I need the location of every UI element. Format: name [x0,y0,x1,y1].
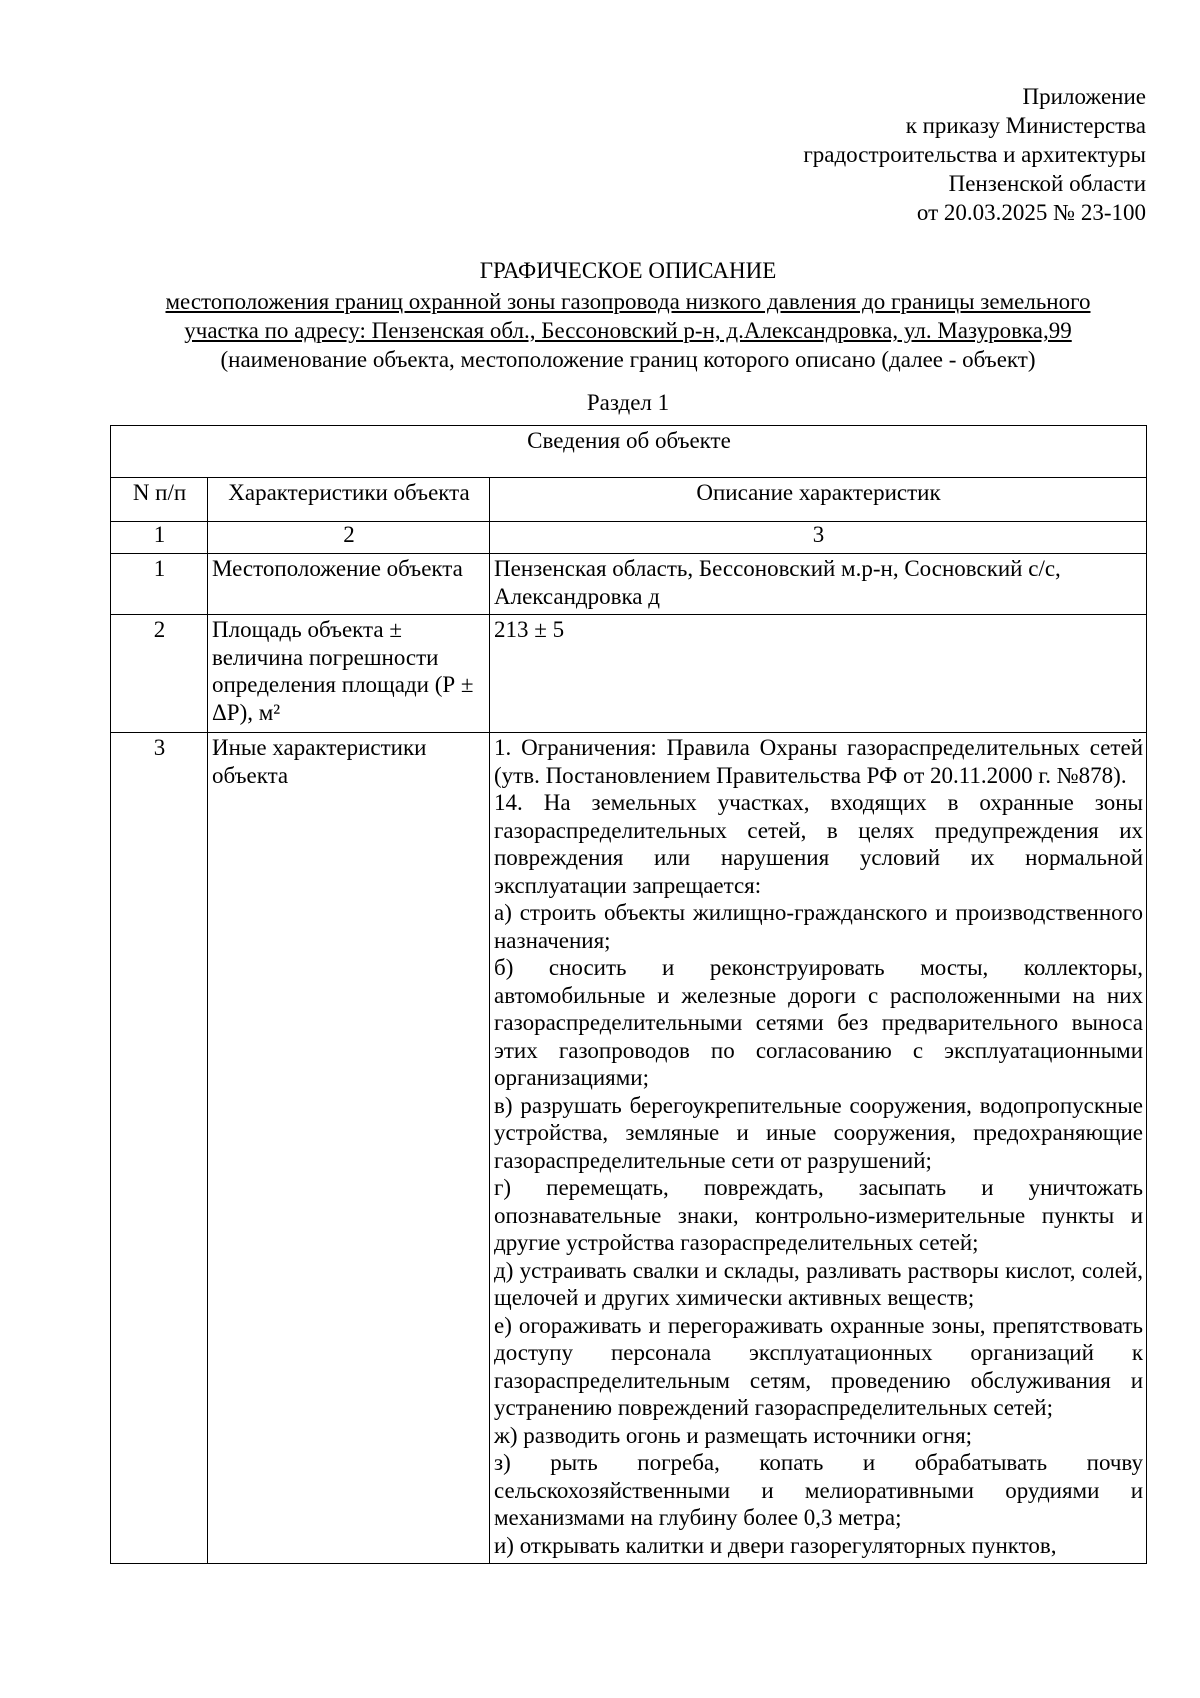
restriction-paragraph: в) разрушать берегоукрепительные сооружения, водопропускные устройства, земляные и иные сооружения, предохраняющие газораспределительные сети от разрушений; [494,1092,1144,1173]
column-number-row [111,522,1147,554]
object-info-table [110,425,1147,1564]
characteristic-cell: Иные характеристики объекта [208,733,490,1564]
column-number: 2 [208,522,490,554]
description-cell: Пензенская область, Бессоновский м.р-н, Сосновский с/с, Александровка д [490,554,1147,615]
appendix-line: к приказу Министерства [905,113,1146,138]
restriction-paragraph: е) огораживать и перегораживать охранные зоны, препятствовать доступу персонала эксплуатационных организаций к газораспределительным сетям, проведению обслуживания и устранению повреждений газораспределительных сетей; [494,1312,1144,1420]
restriction-paragraph: з) рыть погреба, копать и обрабатывать почву сельскохозяйственными и мелиоративными орудиями и механизмами на глубину более 0,3 метра; [494,1450,1144,1530]
restriction-paragraph: и) открывать калитки и двери газорегуляторных пунктов, [494,1532,1057,1558]
object-name-line: участка по адресу: Пензенская обл., Бессоновский р-н, д.Александровка, ул. Мазуровка,99 [184,318,1072,343]
restriction-paragraph: а) строить объекты жилищно-гражданского и производственного назначения; [494,900,1144,953]
appendix-line: Пензенской области [948,171,1146,196]
description-cell: 213 ± 5 [490,615,1147,733]
restriction-paragraph: д) устраивать свалки и склады, разливать растворы кислот, солей, щелочей и других химически активных веществ; [494,1257,1144,1310]
restriction-paragraph: ж) разводить огонь и размещать источники огня; [494,1422,973,1448]
table-row [111,733,1147,1564]
restriction-paragraph: б) сносить и реконструировать мосты, коллекторы, автомобильные и железные дороги с расположенными на них газораспределительными сетями без предварительного выноса этих газопроводов по согласованию с эксплуатационными организациями; [494,955,1144,1090]
section-label: Раздел 1 [586,390,670,415]
appendix-line: градостроительства и архитектуры [803,142,1146,167]
appendix-order-date: от 20.03.2025 № 23-100 [916,200,1146,225]
appendix-line: Приложение [1022,84,1146,109]
restriction-paragraph: 14. На земельных участках, входящих в охранные зоны газораспределительных сетей, в целях предупреждения их повреждения или нарушения условий их нормальной эксплуатации запрещается: [494,790,1144,898]
appendix-block [803,82,1146,227]
column-number: 3 [490,522,1147,554]
column-header: Характеристики объекта [208,478,490,522]
row-number: 2 [111,615,208,733]
row-number: 3 [111,733,208,1564]
column-number: 1 [111,522,208,554]
restriction-paragraph: г) перемещать, повреждать, засыпать и уничтожать опознавательные знаки, контрольно-измерительные пункты и другие устройства газораспределительных сетей; [494,1175,1144,1255]
column-header: N п/п [111,478,208,522]
characteristic-cell: Местоположение объекта [208,554,490,615]
object-caption: (наименование объекта, местоположение границ которого описано (далее - объект) [220,347,1036,372]
document-title: ГРАФИЧЕСКОЕ ОПИСАНИЕ [479,258,777,283]
table-row [111,615,1147,733]
table-caption: Сведения об объекте [111,426,1147,478]
characteristic-cell: Площадь объекта ± величина погрешности определения площади (Р ± ΔР), м² [208,615,490,733]
description-cell [490,733,1147,1564]
restriction-paragraph: 1. Ограничения: Правила Охраны газораспределительных сетей (утв. Постановлением Правительства РФ от 20.11.2000 г. №878). [494,735,1144,788]
table-header-row [111,478,1147,522]
row-number: 1 [111,554,208,615]
document-heading [110,256,1146,417]
table-caption-row [111,426,1147,478]
table-row [111,554,1147,615]
object-name-line: местоположения границ охранной зоны газопровода низкого давления до границы земельного [165,289,1091,314]
column-header: Описание характеристик [490,478,1147,522]
